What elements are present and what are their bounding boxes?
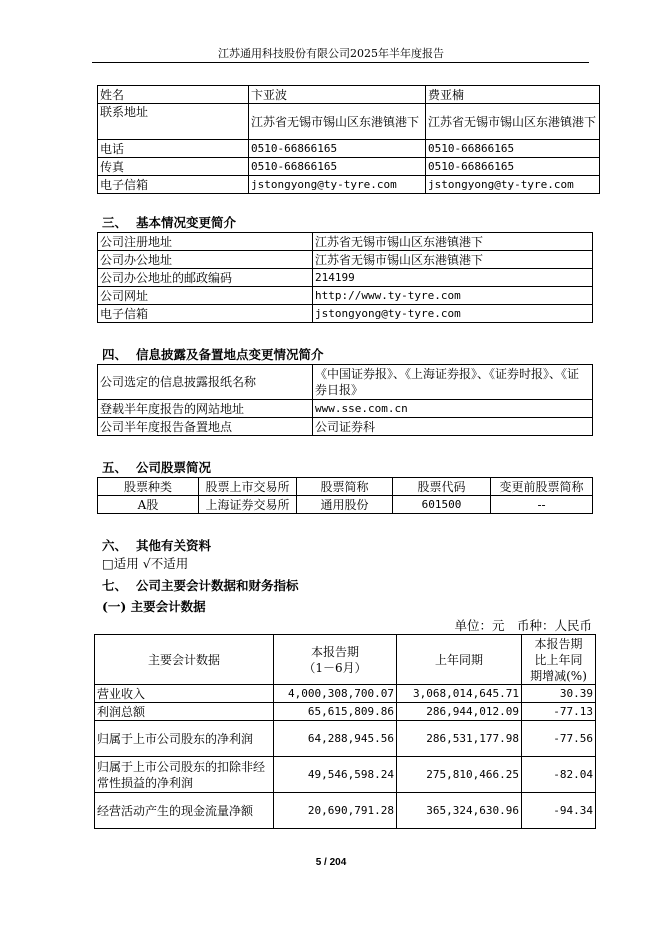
section-number: 七、 [102,578,128,593]
info-label: 公司办公地址的邮政编码 [98,269,313,287]
table-row [95,721,596,757]
table-row [98,287,593,305]
row-label: 利润总额 [95,703,274,721]
table-row [98,496,593,514]
contact-label: 电子信箱 [98,176,249,194]
email-link[interactable]: jstongyong@ty-tyre.com [313,305,593,323]
contact-fax-a: 0510-66866165 [249,158,426,176]
info-value: 江苏省无锡市锡山区东港镇港下 [313,233,593,251]
current-value: 4,000,308,700.07 [274,685,397,703]
table-row [98,233,593,251]
section-title: 公司股票简况 [136,460,212,475]
info-label: 公司网址 [98,287,313,305]
page-number: 5 / 204 [315,857,347,868]
table-row [98,305,593,323]
current-value: 65,615,809.86 [274,703,397,721]
stock-table [97,477,593,514]
change-percent: -77.56 [522,721,596,757]
stock-exchange: 上海证券交易所 [199,496,297,514]
contact-name-a: 卞亚波 [249,86,426,104]
row-label: 营业收入 [95,685,274,703]
section-number: 四、 [102,347,128,362]
table-row [95,757,596,793]
stock-prev-name: -- [491,496,593,514]
info-value: 公司证券科 [313,418,593,436]
unit-currency-line: 单位：元 币种：人民币 [454,618,592,633]
basic-info-table [97,232,593,323]
contact-email-b: jstongyong@ty-tyre.com [426,176,600,194]
section-number: 三、 [102,215,128,230]
section-number: 五、 [102,460,128,475]
contact-label: 电话 [98,140,249,158]
table-row [98,418,593,436]
accounting-data-table [94,634,596,829]
info-value: 214199 [313,269,593,287]
section-4-heading [102,345,324,363]
table-row [95,685,596,703]
section-7-heading [102,576,299,594]
contact-fax-b: 0510-66866165 [426,158,600,176]
table-row [95,793,596,829]
row-label: 归属于上市公司股东的扣除非经常性损益的净利润 [95,757,274,793]
contact-label: 联系地址 [98,104,249,140]
previous-value: 365,324,630.96 [397,793,522,829]
table-header-row [95,635,596,685]
section-6-heading [102,536,211,554]
contact-phone-a: 0510-66866165 [249,140,426,158]
table-header-row [98,478,593,496]
info-label: 登载半年度报告的网站地址 [98,400,313,418]
website-link[interactable]: www.sse.com.cn [313,400,593,418]
section-3-heading [102,213,236,231]
stock-type: A股 [98,496,199,514]
info-value: 江苏省无锡市锡山区东港镇港下 [313,251,593,269]
stock-code: 601500 [393,496,491,514]
column-header: 主要会计数据 [95,635,274,685]
page-header: 江苏通用科技股份有限公司2025年半年度报告 [218,47,444,60]
column-header: 本报告期 （1－6月） [274,635,397,685]
change-percent: -82.04 [522,757,596,793]
section-title: 信息披露及备置地点变更情况简介 [136,347,324,362]
section-title: 公司主要会计数据和财务指标 [136,578,299,593]
change-percent: 30.39 [522,685,596,703]
table-row [98,269,593,287]
info-value: 《中国证券报》、《上海证券报》、《证券时报》、《证券日报》 [313,365,593,400]
table-row [98,86,600,104]
column-header: 股票上市交易所 [199,478,297,496]
table-row [98,400,593,418]
info-label: 公司半年度报告备置地点 [98,418,313,436]
contact-address-a: 江苏省无锡市锡山区东港镇港下 [249,104,426,140]
section-5-heading [102,458,211,476]
subsection-heading: (一) 主要会计数据 [102,599,206,614]
previous-value: 3,068,014,645.71 [397,685,522,703]
previous-value: 286,531,177.98 [397,721,522,757]
column-header: 股票简称 [297,478,393,496]
header-rule [92,62,589,63]
table-row [98,158,600,176]
contact-label: 传真 [98,158,249,176]
current-value: 49,546,598.24 [274,757,397,793]
contact-address-b: 江苏省无锡市锡山区东港镇港下 [426,104,600,140]
change-percent: -77.13 [522,703,596,721]
table-row [98,251,593,269]
table-row [98,140,600,158]
info-label: 公司选定的信息披露报纸名称 [98,365,313,400]
contact-email-a: jstongyong@ty-tyre.com [249,176,426,194]
info-label: 电子信箱 [98,305,313,323]
table-row [98,104,600,140]
disclosure-table [97,364,593,436]
contact-table [97,85,600,194]
table-row [95,703,596,721]
contact-name-b: 费亚楠 [426,86,600,104]
previous-value: 275,810,466.25 [397,757,522,793]
current-value: 64,288,945.56 [274,721,397,757]
column-header: 股票种类 [98,478,199,496]
info-label: 公司注册地址 [98,233,313,251]
column-header: 本报告期 比上年同 期增减(%) [522,635,596,685]
row-label: 经营活动产生的现金流量净额 [95,793,274,829]
stock-short-name: 通用股份 [297,496,393,514]
column-header: 上年同期 [397,635,522,685]
table-row [98,365,593,400]
row-label: 归属于上市公司股东的净利润 [95,721,274,757]
section-title: 其他有关资料 [136,538,212,553]
column-header: 股票代码 [393,478,491,496]
change-percent: -94.34 [522,793,596,829]
contact-phone-b: 0510-66866165 [426,140,600,158]
column-header: 变更前股票简称 [491,478,593,496]
section-number: 六、 [102,538,128,553]
current-value: 20,690,791.28 [274,793,397,829]
table-row [98,176,600,194]
section-title: 基本情况变更简介 [136,215,237,230]
website-link[interactable]: http://www.ty-tyre.com [313,287,593,305]
applicability-option: □适用 √不适用 [102,556,189,571]
info-label: 公司办公地址 [98,251,313,269]
previous-value: 286,944,012.09 [397,703,522,721]
contact-label: 姓名 [98,86,249,104]
